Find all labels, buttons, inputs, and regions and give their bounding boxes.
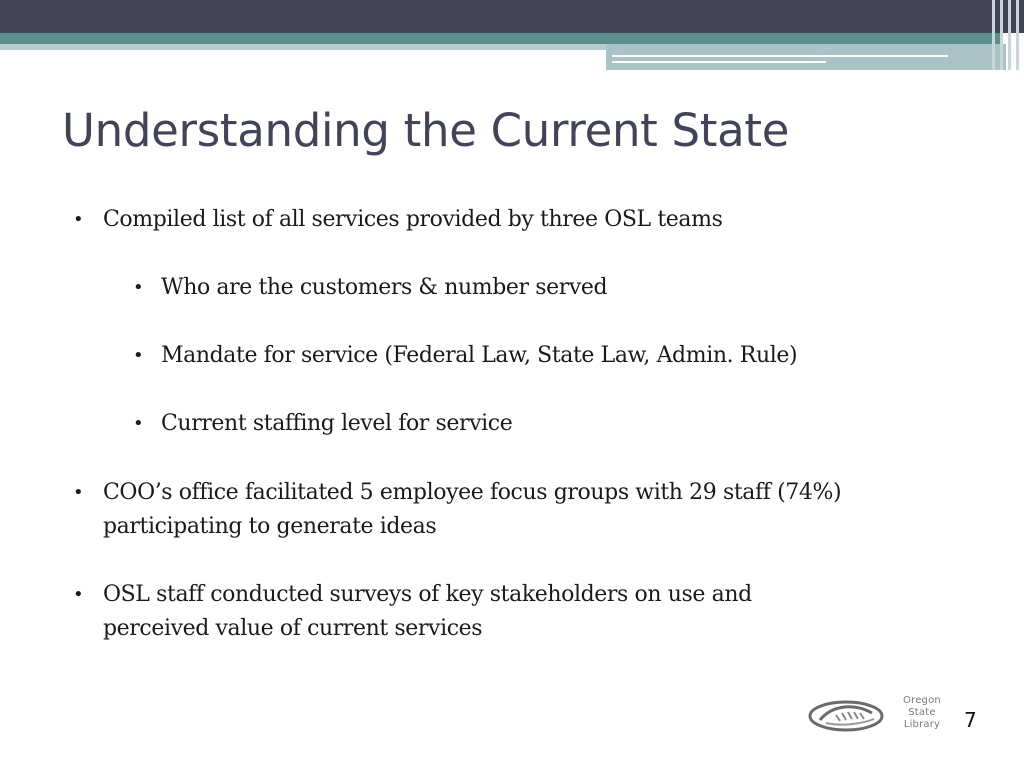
sub-bullet-item: [133, 407, 513, 441]
oregon-state-library-logo: [806, 693, 946, 739]
page-number: 7: [964, 708, 977, 732]
oregon-state-library-logo-icon: [806, 693, 890, 739]
bullet-text: Mandate for service (Federal Law, State Law, Admin. Rule): [161, 343, 798, 368]
bullet-glyph: •: [133, 413, 144, 434]
bullet-text: Who are the customers & number served: [161, 275, 608, 300]
logo-wordmark: [902, 695, 942, 731]
slide-title: Understanding the Current State: [62, 104, 790, 157]
bullet-text: Current staffing level for service: [161, 411, 513, 436]
bullet-text: Compiled list of all services provided by three OSL teams: [103, 207, 723, 232]
bullet-item: [73, 578, 752, 646]
bullet-glyph: •: [73, 584, 84, 605]
logo-line-library: Library: [903, 719, 941, 730]
bullet-item: [73, 476, 842, 544]
sub-bullet-item: [133, 271, 608, 305]
bullet-item: [73, 203, 723, 237]
bullet-glyph: •: [73, 482, 84, 503]
bullet-text-continued: perceived value of current services: [103, 616, 483, 641]
bullet-text: COO’s office facilitated 5 employee focus groups with 29 staff (74%): [103, 480, 842, 505]
sub-bullet-item: [133, 339, 798, 373]
bullet-glyph: •: [73, 209, 84, 230]
bullet-text-continued: participating to generate ideas: [103, 514, 437, 539]
bullet-glyph: •: [133, 345, 144, 366]
bullet-glyph: •: [133, 277, 144, 298]
bullet-text: OSL staff conducted surveys of key stakeholders on use and: [103, 582, 752, 607]
logo-line-state: State: [908, 707, 936, 718]
logo-line-oregon: Oregon: [903, 695, 941, 706]
